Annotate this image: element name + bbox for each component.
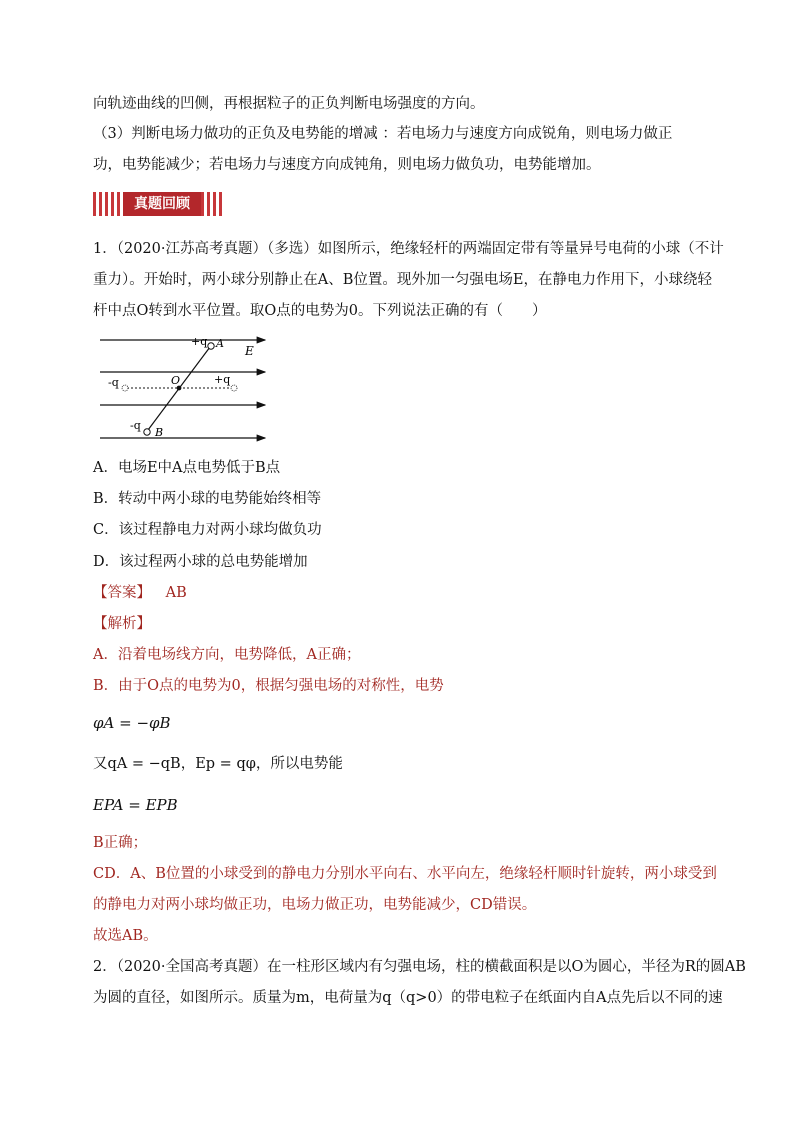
conclusion: 故选AB。 (93, 928, 158, 944)
label-minus-q-left: -q (108, 376, 119, 389)
option-c: C．该过程静电力对两小球均做负功 (93, 522, 322, 538)
intro-line-2: （3）判断电场力做功的正负及电势能的增减 ：若电场力与速度方向成锐角，则电场力做正 (93, 126, 673, 142)
analysis-cd-2: 的静电力对两小球均做正功，电场力做正功，电势能减少，CD错误。 (93, 897, 537, 913)
option-a: A．电场E中A点电势低于B点 (93, 460, 281, 476)
label-E: E (245, 344, 254, 358)
answer-tag: 【答案】 (93, 585, 151, 601)
label-O: O (171, 374, 181, 387)
formula-energy: EPA = EPB (93, 796, 178, 814)
label-A: A (216, 337, 224, 350)
answer-value: AB (165, 585, 187, 601)
answer-line (93, 583, 187, 603)
intro-line-1: 向轨迹曲线的凹侧，再根据粒子的正负判断电场强度的方向。 (93, 96, 485, 112)
analysis-b-correct: B正确； (93, 835, 148, 851)
option-d: D．该过程两小球的总电势能增加 (93, 554, 308, 570)
ghost-charge-right (231, 385, 237, 391)
charge-B (144, 429, 150, 435)
q1-line-2: 重力）。开始时，两小球分别静止在A、B位置。现外加一匀强电场E，在静电力作用下，小球绕轻 (93, 272, 712, 288)
q2-line-2: 为圆的直径，如图所示。质量为m，电荷量为q（q>0）的带电粒子在纸面内自A点先后以不同的速 (93, 990, 723, 1006)
analysis-also-line: 又qA = −qB，Ep = qφ，所以电势能 (93, 756, 343, 772)
section-banner (93, 192, 223, 216)
q1-line-3: 杆中点O转到水平位置。取O点的电势为0。下列说法正确的有（ ） (93, 303, 547, 319)
intro-line-3: 功，电势能减少；若电场力与速度方向成钝角，则电场力做负功，电势能增加。 (93, 157, 601, 173)
q1-line-1: 1．（2020·江苏高考真题）（多选）如图所示，绝缘轻杆的两端固定带有等量异号电荷的小球（不计 (93, 241, 724, 257)
charge-A (208, 343, 214, 349)
label-plus-q-right: +q (214, 373, 231, 386)
q2-line-1: 2．（2020·全国高考真题）在一柱形区域内有匀强电场，柱的横截面积是以O为圆心，半径为R的圆AB (93, 959, 746, 975)
analysis-b: B．由于O点的电势为0，根据匀强电场的对称性，电势 (93, 678, 444, 694)
analysis-a: A．沿着电场线方向，电势降低，A正确； (93, 647, 361, 663)
ghost-charge-left (122, 385, 128, 391)
electric-field-figure (95, 332, 275, 447)
analysis-tag: 【解析】 (93, 616, 151, 632)
label-minus-q-bottom: -q (130, 419, 141, 432)
label-plus-q-top: +q (191, 335, 208, 348)
formula-potential: φA = −φB (93, 714, 171, 732)
label-B: B (155, 426, 164, 439)
option-b: B．转动中两小球的电势能始终相等 (93, 491, 322, 507)
section-banner-label: 真题回顾 (123, 192, 201, 216)
analysis-cd-1: CD．A、B位置的小球受到的静电力分别水平向右、水平向左，绝缘轻杆顺时针旋转，两小球受到 (93, 866, 717, 882)
